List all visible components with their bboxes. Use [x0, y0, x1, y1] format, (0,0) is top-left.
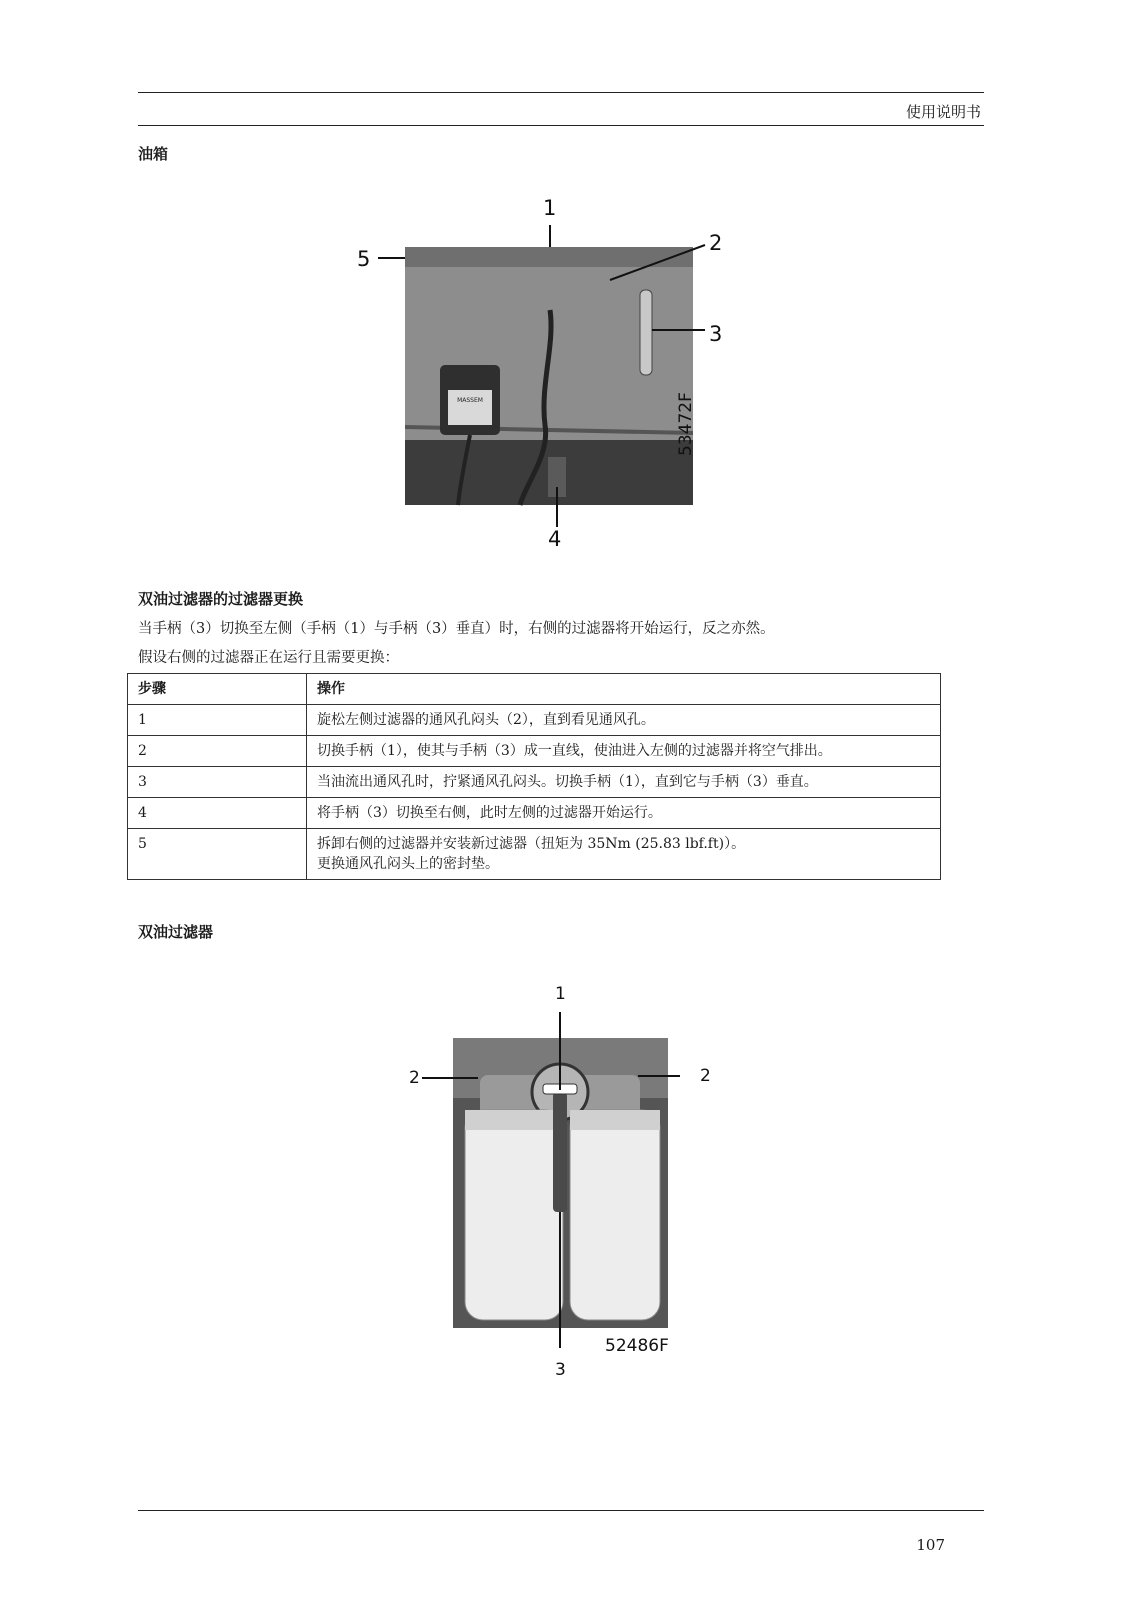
footer-rule — [138, 1510, 984, 1511]
filter-canister-right — [570, 1110, 660, 1320]
table-row — [128, 705, 941, 736]
steps-table — [127, 673, 941, 880]
header-title: 使用说明书 — [905, 103, 981, 121]
device-label: MASSEM — [457, 397, 483, 404]
table-row — [128, 829, 941, 880]
figure2-code: 52486F — [605, 1336, 669, 1356]
figure1-callout-3: 3 — [709, 322, 723, 346]
figure1-callout-4: 4 — [548, 527, 562, 551]
table-cell-action: 切换手柄（1），使其与手柄（3）成一直线，使油进入左侧的过滤器并将空气排出。 — [307, 736, 941, 767]
table-cell-step: 1 — [128, 705, 307, 736]
table-cell-step: 5 — [128, 829, 307, 880]
table-cell-action: 旋松左侧过滤器的通风孔闷头（2），直到看见通风孔。 — [307, 705, 941, 736]
figure1-callout-5: 5 — [357, 247, 371, 271]
header-rule-bottom — [138, 125, 984, 126]
table-cell-action: 当油流出通风孔时，拧紧通风孔闷头。切换手柄（1），直到它与手柄（3）垂直。 — [307, 767, 941, 798]
sight-glass — [640, 290, 652, 375]
paragraph-assumption: 假设右侧的过滤器正在运行且需要更换： — [138, 650, 399, 666]
filter-left-band — [465, 1110, 563, 1130]
table-row — [128, 767, 941, 798]
page-number: 107 — [916, 1536, 945, 1554]
figure2-callout-3: 3 — [555, 1360, 566, 1380]
dual-filter-figure — [400, 1000, 730, 1380]
table-row — [128, 736, 941, 767]
figure1-callout-2: 2 — [709, 231, 723, 255]
table-cell-step: 2 — [128, 736, 307, 767]
figure1-code: 53472F — [676, 392, 696, 456]
filter-canister-left — [465, 1110, 563, 1320]
device-label-plate — [448, 390, 492, 425]
table-cell-step: 3 — [128, 767, 307, 798]
oil-tank-figure — [360, 195, 760, 555]
filter-right-band — [570, 1110, 660, 1130]
handle-lever — [553, 1092, 567, 1212]
table-cell-action-line: 更换通风孔闷头上的密封垫。 — [317, 856, 499, 872]
section-title-oil-tank: 油箱 — [138, 145, 169, 163]
table-cell-action — [307, 829, 941, 880]
header-rule-top — [138, 92, 984, 93]
table-cell-action: 将手柄（3）切换至右侧，此时左侧的过滤器开始运行。 — [307, 798, 941, 829]
table-header-action: 操作 — [307, 674, 941, 705]
section-title-dual-filter: 双油过滤器 — [138, 923, 214, 941]
tank-top-band — [405, 247, 693, 267]
figure1-callout-1: 1 — [543, 196, 557, 220]
section-title-filter-change: 双油过滤器的过滤器更换 — [138, 590, 304, 608]
table-header-step: 步骤 — [128, 674, 307, 705]
figure2-callout-2-right: 2 — [700, 1066, 711, 1086]
figure2-callout-2-left: 2 — [409, 1068, 420, 1088]
table-row — [128, 798, 941, 829]
paragraph-handle-description: 当手柄（3）切换至左侧（手柄（1）与手柄（3）垂直）时，右侧的过滤器将开始运行，反之亦然。 — [138, 621, 775, 637]
table-cell-step: 4 — [128, 798, 307, 829]
figure2-callout-1: 1 — [555, 984, 566, 1004]
table-cell-action-line: 拆卸右侧的过滤器并安装新过滤器（扭矩为 35Nm (25.83 lbf.ft)）。 — [317, 836, 746, 852]
table-header-row — [128, 674, 941, 705]
